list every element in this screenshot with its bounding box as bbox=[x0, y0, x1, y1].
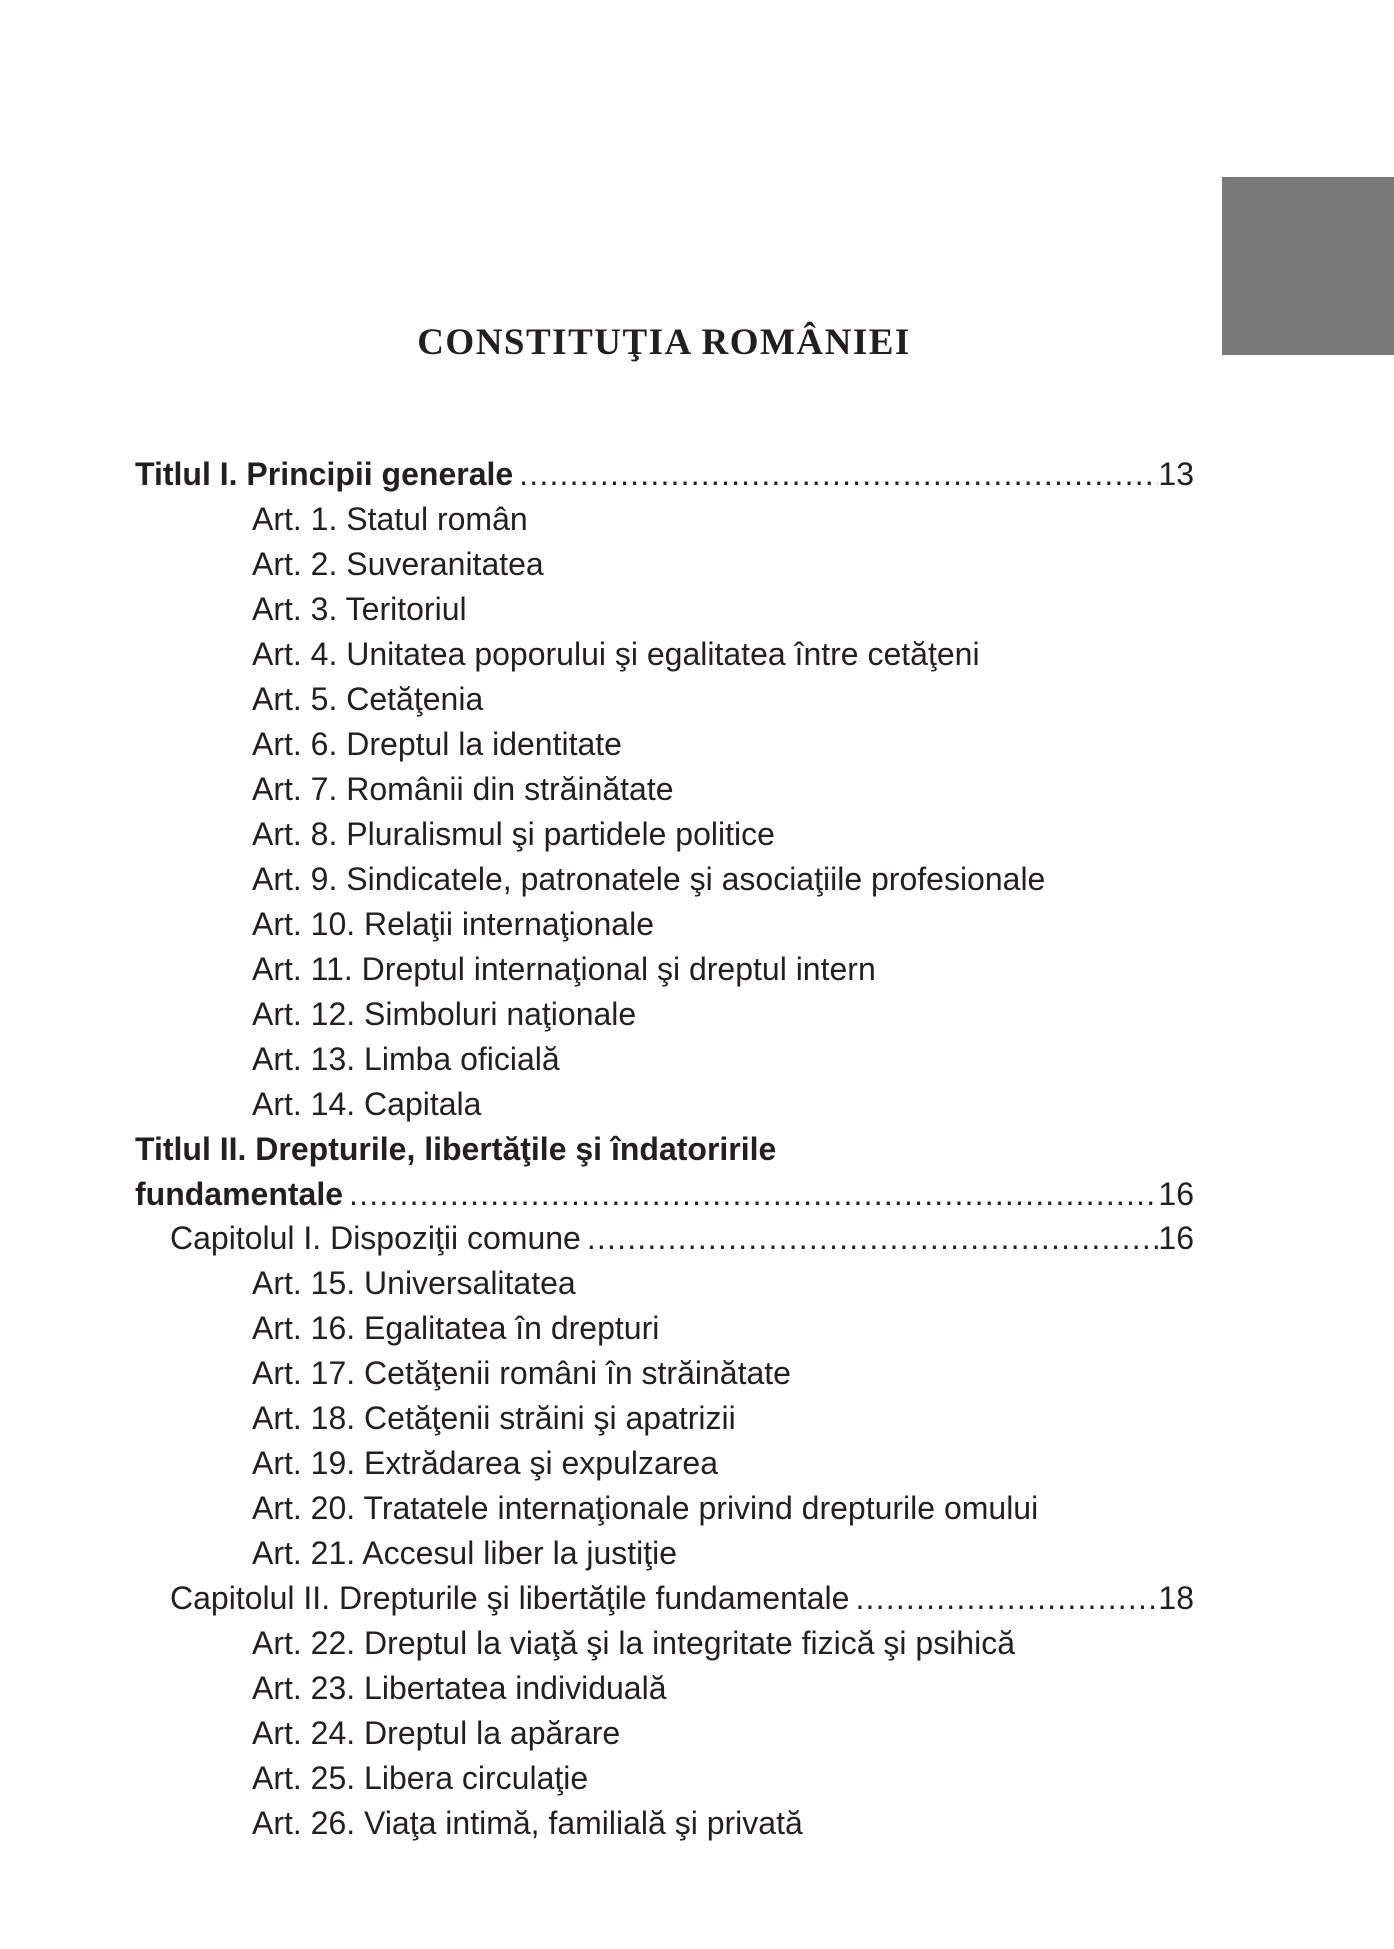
toc-article-label: Art. 9. Sindicatele, patronatele şi asociaţiile profesionale bbox=[252, 860, 1046, 897]
toc-article-label: Art. 24. Dreptul la apărare bbox=[252, 1715, 621, 1752]
toc-article-label: Art. 16. Egalitatea în drepturi bbox=[252, 1310, 660, 1347]
toc-entry-titlul-1[interactable] bbox=[0, 452, 1194, 497]
toc-article-label: Art. 20. Tratatele internaţionale privind drepturile omului bbox=[252, 1490, 1039, 1527]
toc-article-label: Art. 10. Relaţii internaţionale bbox=[252, 905, 654, 942]
toc-article[interactable] bbox=[0, 812, 1394, 857]
toc-article-label: Art. 6. Dreptul la identitate bbox=[252, 725, 622, 762]
toc-article-label: Art. 18. Cetăţenii străini şi apatrizii bbox=[252, 1400, 736, 1437]
toc-article[interactable] bbox=[0, 1486, 1394, 1531]
toc-article[interactable] bbox=[0, 497, 1394, 542]
toc-article-label: Art. 2. Suveranitatea bbox=[252, 545, 544, 582]
toc-article[interactable] bbox=[0, 1756, 1394, 1801]
toc-article-label: Art. 23. Libertatea individuală bbox=[252, 1670, 667, 1707]
toc-article-label: Art. 26. Viaţa intimă, familială şi privată bbox=[252, 1805, 803, 1842]
toc-entry-label: Titlul I. Principii generale bbox=[135, 456, 514, 492]
toc-article[interactable] bbox=[0, 857, 1394, 902]
toc-article-label: Art. 15. Universalitatea bbox=[252, 1265, 576, 1302]
toc-page-number: 16 bbox=[1158, 1175, 1194, 1212]
toc-entry-capitolul-1[interactable] bbox=[0, 1216, 1194, 1261]
toc-page-number: 18 bbox=[1158, 1580, 1194, 1617]
toc-article[interactable] bbox=[0, 542, 1394, 587]
toc-page-number: 16 bbox=[1158, 1220, 1194, 1257]
toc-article-label: Art. 8. Pluralismul şi partidele politice bbox=[252, 815, 775, 852]
toc-article[interactable] bbox=[0, 1441, 1394, 1486]
toc-article-label: Art. 4. Unitatea poporului şi egalitatea între cetăţeni bbox=[252, 635, 980, 672]
toc-article[interactable] bbox=[0, 587, 1394, 632]
toc-article[interactable] bbox=[0, 1396, 1394, 1441]
toc-article[interactable] bbox=[0, 722, 1394, 767]
toc-article[interactable] bbox=[0, 1037, 1394, 1082]
toc-article[interactable] bbox=[0, 1351, 1394, 1396]
toc-article-label: Art. 21. Accesul liber la justiţie bbox=[252, 1535, 678, 1572]
toc-entry-label: Capitolul II. Drepturile şi libertăţile fundamentale bbox=[170, 1580, 850, 1617]
toc-article-label: Art. 14. Capitala bbox=[252, 1085, 482, 1122]
toc-entry-capitolul-2[interactable] bbox=[0, 1576, 1194, 1621]
toc-article[interactable] bbox=[0, 1666, 1394, 1711]
toc-article-label: Art. 3. Teritoriul bbox=[252, 590, 467, 627]
toc-article-label: Art. 1. Statul român bbox=[252, 500, 528, 537]
toc-article-label: Art. 5. Cetăţenia bbox=[252, 680, 484, 717]
toc-entry-titlul-2-line1[interactable] bbox=[0, 1127, 1394, 1172]
toc-article-label: Art. 13. Limba oficială bbox=[252, 1040, 560, 1077]
toc-article[interactable] bbox=[0, 1531, 1394, 1576]
toc-article[interactable] bbox=[0, 1711, 1394, 1756]
toc-entry-label: fundamentale bbox=[135, 1175, 344, 1212]
toc-article[interactable] bbox=[0, 1306, 1394, 1351]
toc-entry-label: Titlul II. Drepturile, libertăţile şi îndatoririle bbox=[135, 1130, 777, 1167]
toc-article[interactable] bbox=[0, 992, 1394, 1037]
toc-page-number: 13 bbox=[1158, 456, 1194, 492]
dot-leader bbox=[519, 452, 1158, 497]
toc-article-label: Art. 11. Dreptul internaţional şi dreptul intern bbox=[252, 950, 876, 987]
toc-article-label: Art. 17. Cetăţenii români în străinătate bbox=[252, 1355, 791, 1392]
toc-article[interactable] bbox=[0, 632, 1394, 677]
dot-leader bbox=[587, 1216, 1159, 1261]
toc-entry-titlul-2-line2[interactable] bbox=[0, 1172, 1194, 1217]
toc-article[interactable] bbox=[0, 1801, 1394, 1846]
toc-article[interactable] bbox=[0, 947, 1394, 992]
document-title: CONSTITUŢIA ROMÂNIEI bbox=[417, 322, 911, 363]
toc-article-label: Art. 7. Românii din străinătate bbox=[252, 770, 674, 807]
toc-article[interactable] bbox=[0, 1621, 1394, 1666]
dot-leader bbox=[349, 1172, 1158, 1217]
toc-article[interactable] bbox=[0, 902, 1394, 947]
toc-article-label: Art. 12. Simboluri naţionale bbox=[252, 995, 637, 1032]
toc-article-label: Art. 22. Dreptul la viaţă şi la integritate fizică şi psihică bbox=[252, 1625, 1015, 1662]
toc-article[interactable] bbox=[0, 767, 1394, 812]
toc-article[interactable] bbox=[0, 1082, 1394, 1127]
toc-article[interactable] bbox=[0, 1261, 1394, 1306]
toc-article-label: Art. 25. Libera circulaţie bbox=[252, 1760, 589, 1797]
toc-article[interactable] bbox=[0, 677, 1394, 722]
table-of-contents bbox=[0, 452, 1394, 1846]
toc-article-label: Art. 19. Extrădarea şi expulzarea bbox=[252, 1445, 719, 1482]
dot-leader bbox=[855, 1576, 1158, 1621]
toc-entry-label: Capitolul I. Dispoziţii comune bbox=[170, 1220, 581, 1257]
